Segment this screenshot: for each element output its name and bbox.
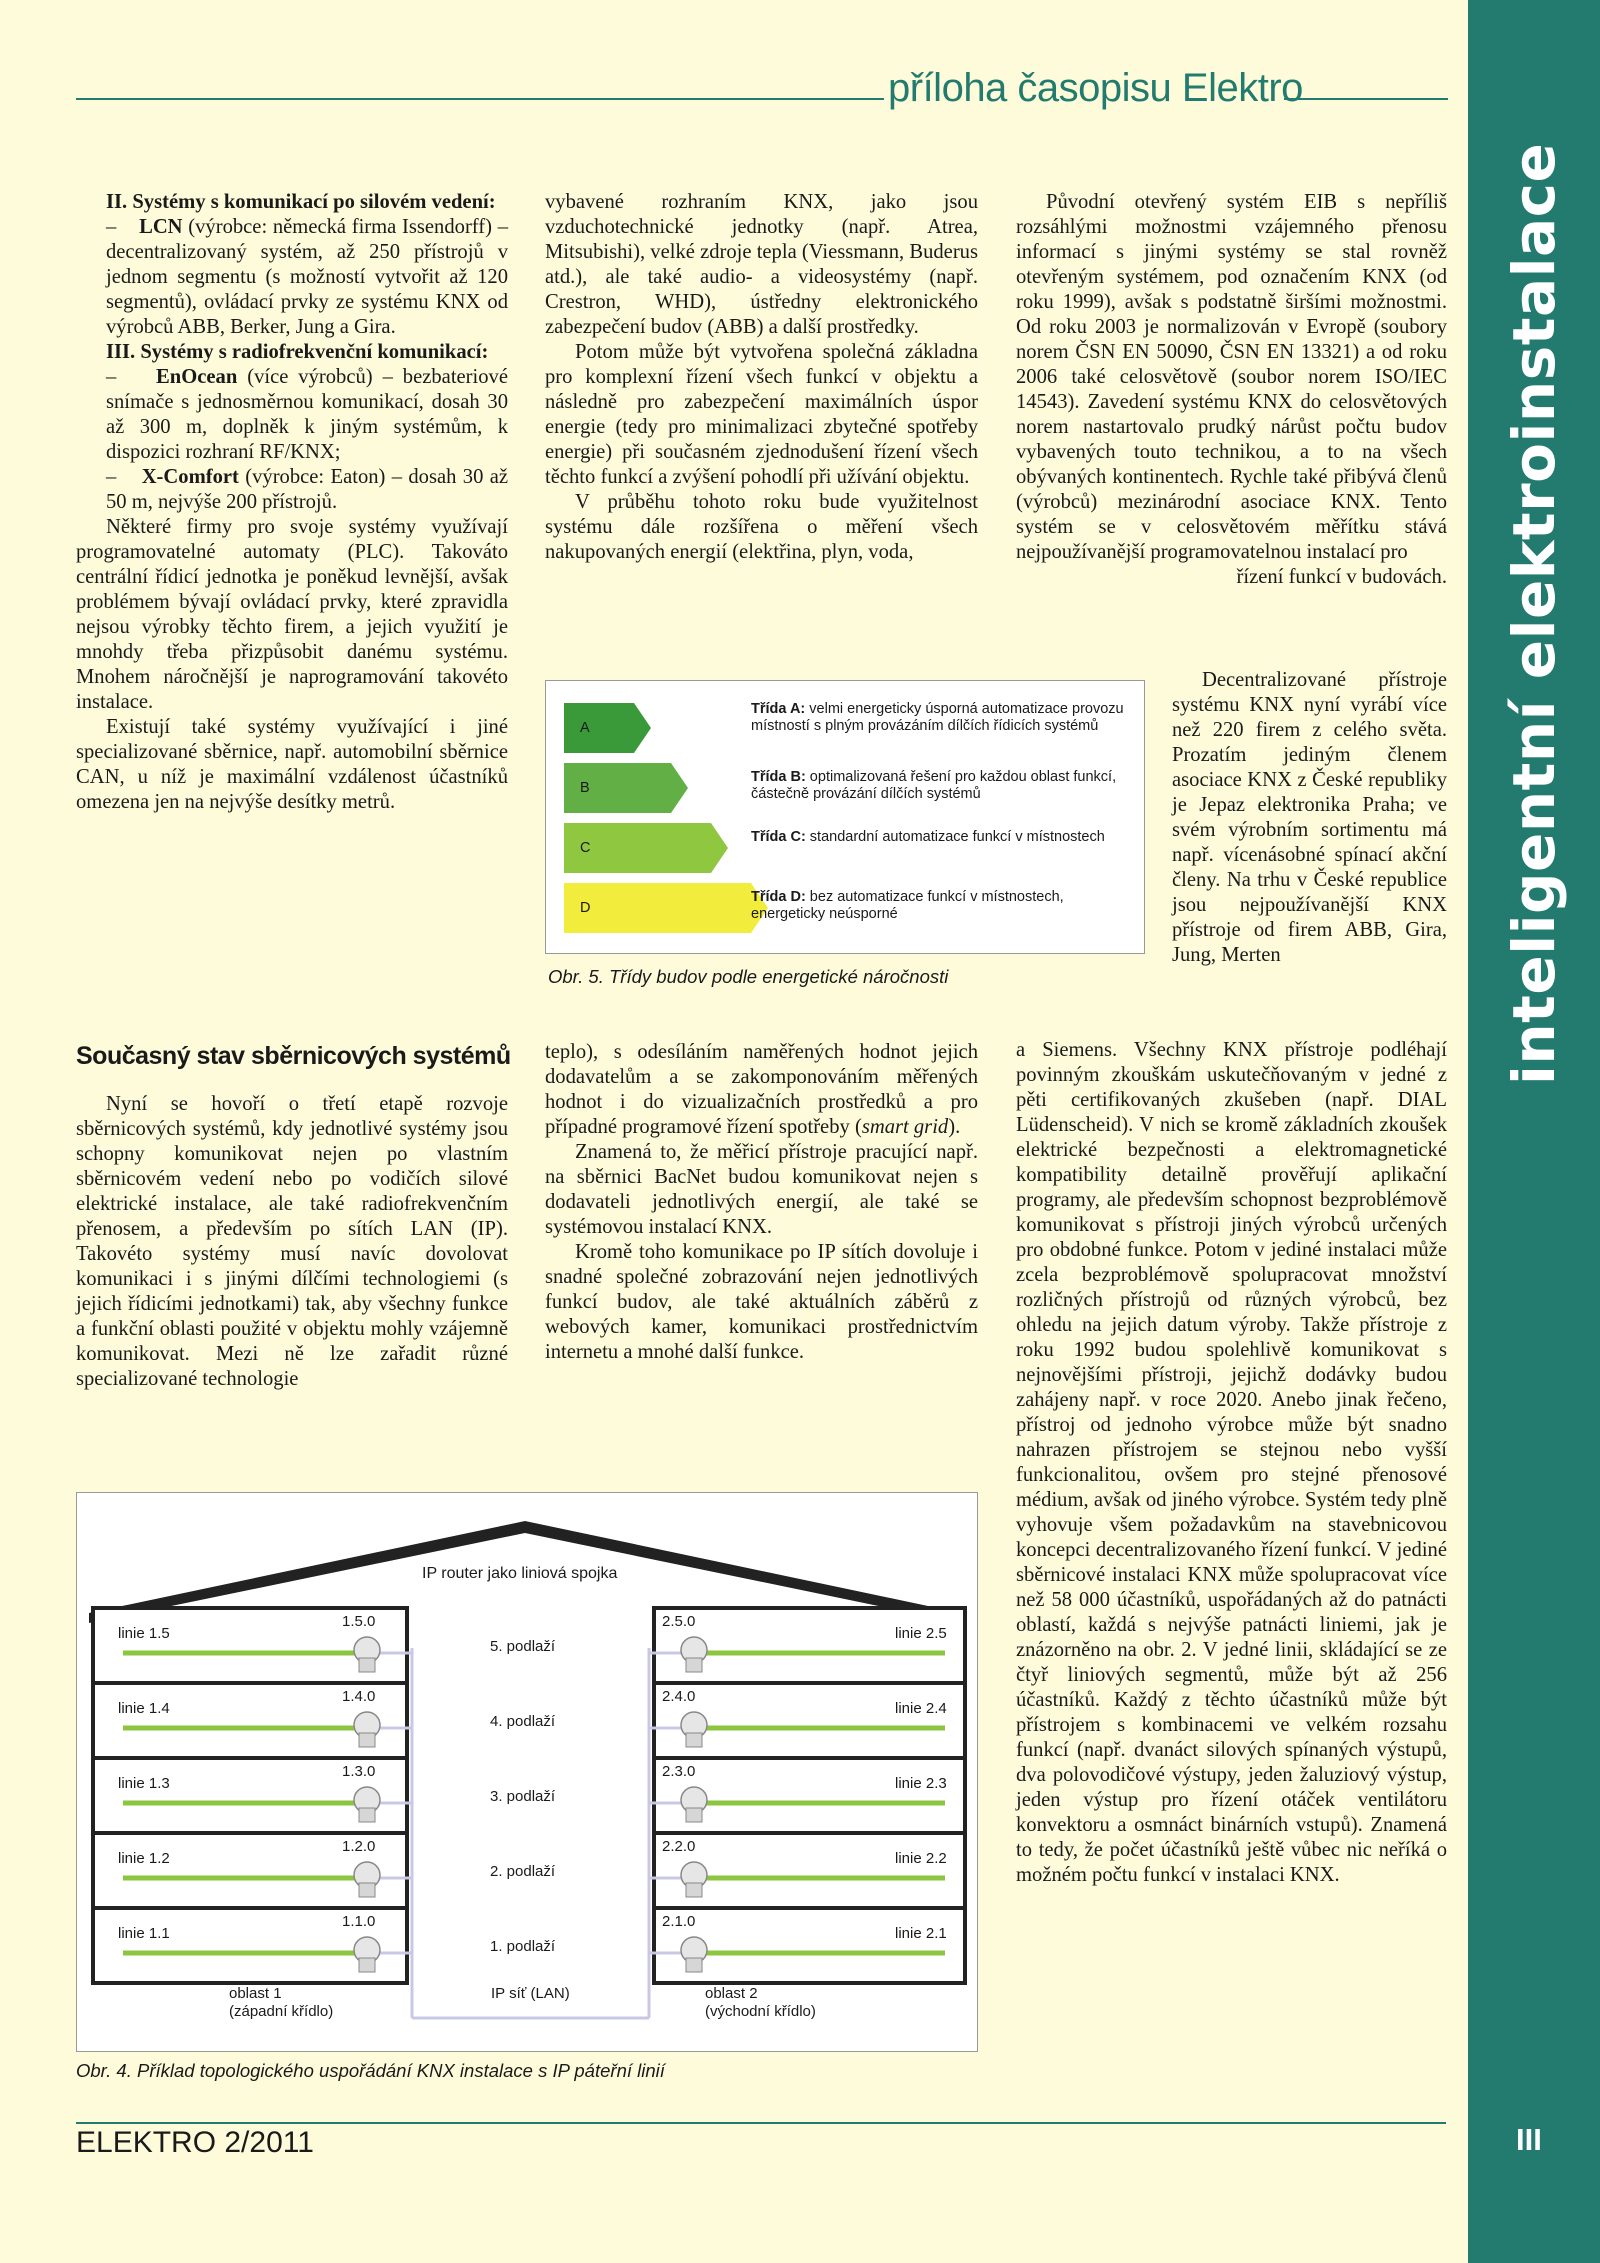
page-number: III [1516, 2122, 1542, 2157]
line-label: linie 1.4 [118, 1700, 170, 1717]
section-heading: Současný stav sběrnicových systémů [76, 1042, 511, 1070]
line-label: linie 1.3 [118, 1775, 170, 1792]
lan-label: IP síť (LAN) [491, 1985, 570, 2002]
router-base-icon [359, 1733, 375, 1747]
class-letter: D [580, 900, 591, 916]
column-3-narrow [1172, 668, 1447, 968]
column-3-lower [1016, 1038, 1447, 1888]
column-2 [545, 190, 978, 565]
router-base-icon [686, 1658, 702, 1672]
router-base-icon [686, 1808, 702, 1822]
line-label: linie 1.1 [118, 1925, 170, 1942]
paragraph: vybavené rozhraním KNX, jako jsou vzduchotechnické jednotky (např. Atrea, Mitsubishi), velké zdroje tepla (Viessmann, Buderus atd.), ale také audio- a videosystémy (např. Crestron, WHD), ústředny elektronického zabezpečení budov (ABB) a další prostředky. [545, 191, 978, 338]
floor-label: 5. podlaží [490, 1638, 556, 1655]
footer-issue: ELEKTRO 2/2011 [76, 2126, 314, 2159]
floor-label: 3. podlaží [490, 1788, 556, 1805]
line-label: linie 1.2 [118, 1850, 170, 1867]
class-letter: B [580, 780, 590, 796]
device-address: 2.5.0 [662, 1613, 696, 1630]
class-description: Třída A: velmi energeticky úsporná automatizace provozu místností s plným provázáním dílčích řídicích systémů [751, 701, 1124, 734]
column-2-lower [545, 1040, 978, 1365]
device-address: 2.3.0 [662, 1763, 696, 1780]
floor-label: 2. podlaží [490, 1863, 556, 1880]
section-heading-3: III. Systémy s radiofrekvenční komunikací: [106, 341, 489, 363]
class-description: Třída B: optimalizovaná řešení pro každou oblast funkcí, částečně provázání dílčích systémů [751, 769, 1117, 802]
line-label: linie 2.1 [895, 1925, 947, 1942]
header-rule-right [1284, 98, 1448, 100]
paragraph: řízení funkcí v budovách. [1236, 566, 1447, 588]
paragraph: V průběhu tohoto roku bude využitelnost systému dále rozšířena o měření všech nakupovaných energií (elektřina, plyn, voda, [545, 491, 978, 563]
figure-4-caption: Obr. 4. Příklad topologického uspořádání KNX instalace s IP páteřní linií [76, 2060, 665, 2081]
router-base-icon [359, 1958, 375, 1972]
sidebar-title: inteligentní elektroinstalace [1500, 142, 1568, 1085]
device-address: 2.1.0 [662, 1913, 696, 1930]
router-base-icon [359, 1883, 375, 1897]
area-1-label: oblast 1 (západní křídlo) [229, 1985, 334, 2020]
router-label: IP router jako liniová spojka [422, 1565, 618, 1582]
figure-5-caption: Obr. 5. Třídy budov podle energetické náročnosti [548, 966, 949, 987]
area-2-label: oblast 2 (východní křídlo) [705, 1985, 816, 2020]
line-label: linie 2.2 [895, 1850, 947, 1867]
device-address: 1.5.0 [342, 1613, 376, 1630]
class-letter: A [580, 720, 590, 736]
footer-rule [76, 2122, 1446, 2124]
floor-label: 4. podlaží [490, 1713, 556, 1730]
device-address: 1.1.0 [342, 1913, 376, 1930]
line-label: linie 2.5 [895, 1625, 947, 1642]
column-3 [1016, 190, 1447, 590]
column-1 [76, 190, 508, 815]
header-rule-left [76, 98, 884, 100]
list-item: – X-Comfort (výrobce: Eaton) – dosah 30 až 50 m, nejvýše 200 přístrojů. [106, 466, 508, 513]
section-heading-2: II. Systémy s komunikací po silovém vedení: [106, 191, 496, 213]
floor-label: 1. podlaží [490, 1938, 556, 1955]
router-base-icon [359, 1658, 375, 1672]
paragraph: Decentralizované přístroje systému KNX nyní vyrábí více než 220 firem z celého světa. Prozatím jediným členem asociace KNX z České republiky je Jepaz elektronika Praha; ve svém výrobním sortimentu má např. vícenásobné spínací akční členy. Na trhu v České republice jsou nejpoužívanější KNX přístroje od firem ABB, Gira, Jung, Merten [1172, 669, 1447, 966]
class-description: Třída D: bez automatizace funkcí v místnostech, energeticky neúsporné [751, 889, 1064, 922]
topology-figure [76, 1492, 978, 2052]
router-base-icon [686, 1883, 702, 1897]
paragraph: Některé firmy pro svoje systémy využívají programovatelné automaty (PLC). Takováto centrální řídicí jednotka je poněkud levnější, avšak problémem bývají ovládací prvky, které zpravidla nejsou výrobky těchto firem, a jejich využití je mnohdy třeba přizpůsobit danému systému. Mnohem náročnější je naprogramování takovéto instalace. [76, 516, 508, 713]
column-1-lower [76, 1092, 508, 1392]
class-letter: C [580, 840, 591, 856]
line-label: linie 1.5 [118, 1625, 170, 1642]
router-base-icon [359, 1808, 375, 1822]
device-address: 1.3.0 [342, 1763, 376, 1780]
paragraph: Potom může být vytvořena společná základna pro komplexní řízení všech funkcí v objektu a následně pro zabezpečení maximálních úspor energie (tedy pro minimalizaci zbytečné spotřeby energie) při současném zjednodušení řízení všech těchto funkcí a zvýšení pohodlí při užívání objektu. [545, 341, 978, 488]
paragraph: Existují také systémy využívající i jiné specializované sběrnice, např. automobilní sběrnice CAN, u níž je maximální vzdálenost účastníků omezena jen na nejvýše desítky metrů. [76, 716, 508, 813]
device-address: 2.2.0 [662, 1838, 696, 1855]
header-title: příloha časopisu Elektro [888, 66, 1303, 110]
device-address: 1.4.0 [342, 1688, 376, 1705]
class-description: Třída C: standardní automatizace funkcí v místnostech [751, 829, 1105, 845]
line-label: linie 2.3 [895, 1775, 947, 1792]
router-base-icon [686, 1733, 702, 1747]
device-address: 2.4.0 [662, 1688, 696, 1705]
line-label: linie 2.4 [895, 1700, 947, 1717]
paragraph: a Siemens. Všechny KNX přístroje podléhají povinným zkouškám uskutečňovaným v jedné z pěti certifikovaných zkušeben (např. DIAL Lüdenscheid). V nich se kromě základních zkoušek elektrické bezpečnosti a elektromagnetické kompatibility detailně prověřují aplikační programy, ale především schopnost bezproblémově komunikovat s přístroji jiných výrobců určených pro obdobné funkce. Potom v jediné instalaci může zcela bezproblémově spolupracovat množství rozličných přístrojů od různých výrobců, bez ohledu na jejich datum výroby. Takže přístroje z roku 1992 budou spolehlivě komunikovat s nejnovějšími přístroji, jejichž dodávky budou zahájeny např. v roce 2020. Anebo jinak řečeno, přístroj od jednoho výrobce může být snadno nahrazen přístrojem se stejnou nebo vyšší funkcionalitou, ovšem pro stejné přenosové médium, avšak od jiného výrobce. Systém tedy plně vyhovuje všem požadavkům na stavebnicovou koncepci decentralizovaného řízení funkcí. V jediné sběrnicové instalaci KNX může spolupracovat více než 58 000 účastníků, uspořádaných až do patnácti oblastí, každá s nejvýše patnácti liniemi, jak je znázorněno na obr. 2. V jedné linii, skládající se ze čtyř liniových segmentů, může být až 256 účastníků. Každý z těchto účastníků může být přístrojem s kombinacemi ve velkém rozsahu funkcí (např. dvanáct silových spínaných výstupů, dva polovodičové výstupy, jeden žaluziový výstup, jeden výstup pro řízení otáček ventilátoru konvektoru a osmnáct binárních vstupů). Znamená to tedy, že počet účastníků ještě vůbec nic neříká o možném počtu funkcí v instalaci KNX. [1016, 1039, 1447, 1886]
device-address: 1.2.0 [342, 1838, 376, 1855]
paragraph: teplo), s odesíláním naměřených hodnot jejich dodavatelům a se zakomponováním měřených hodnot i do vizualizačních prostředků a pro případné programové řízení spotřeby (smart grid). [545, 1041, 978, 1138]
router-base-icon [686, 1958, 702, 1972]
paragraph: Původní otevřený systém EIB s nepříliš rozsáhlými možnostmi vzájemného přenosu informací s jinými systémy se stal rovněž otevřeným systémem, pod označením KNX (od roku 1999), avšak s podstatně širšími možnostmi. Od roku 2003 je normalizován v Evropě (soubory norem ČSN EN 50090, ČSN EN 13321) a od roku 2006 také celosvětově (soubor norem ISO/IEC 14543). Zavedení systému KNX do celosvětových norem nastartovalo prudký nárůst počtu budov vybavených touto technikou, a to na všech obývaných kontinentech. Rychle také přibývá členů (výrobců) mezinárodní asociace KNX. Tento systém se v celosvětovém měřítku stává nejpoužívanější programovatelnou instalací pro [1016, 191, 1447, 563]
paragraph: Znamená to, že měřicí přístroje pracující např. na sběrnici BacNet budou komunikovat nejen s dodavateli jednotlivých energií, ale také se systémovou instalací KNX. [545, 1141, 978, 1238]
list-item: – EnOcean (více výrobců) – bezbateriové snímače s jednosměrnou komunikací, dosah 30 až 300 m, doplněk k jiným systémům, k dispozici rozhraní RF/KNX; [106, 366, 508, 463]
paragraph: Kromě toho komunikace po IP sítích dovoluje i snadné společné zobrazování nejen jednotlivých funkcí budov, ale také aktuálních záběrů z webových kamer, komunikaci prostřednictvím internetu a mnohé další funkce. [545, 1241, 978, 1363]
energy-class-figure [545, 680, 1145, 954]
paragraph: Nyní se hovoří o třetí etapě rozvoje sběrnicových systémů, kdy jednotlivé systémy jsou schopny komunikovat nejen po vlastním sběrnicovém vedení nebo po vodičích silové elektrické instalace, ale také radiofrekvenčním přenosem, a především po sítích LAN (IP). Takovéto systémy musí navíc dovolovat komunikaci i s jinými dílčími technologiemi (s jejich řídicími jednotkami) tak, aby všechny funkce a funkční oblasti použité v objektu mohly vzájemně komunikovat. Mezi ně lze zařadit různé specializované technologie [76, 1093, 508, 1390]
list-item: – LCN (výrobce: německá firma Issendorff) – decentralizovaný systém, až 250 přístrojů v jednom segmentu (s možností vytvořit až 120 segmentů), ovládací prvky ze systému KNX od výrobců ABB, Berker, Jung a Gira. [106, 216, 508, 338]
